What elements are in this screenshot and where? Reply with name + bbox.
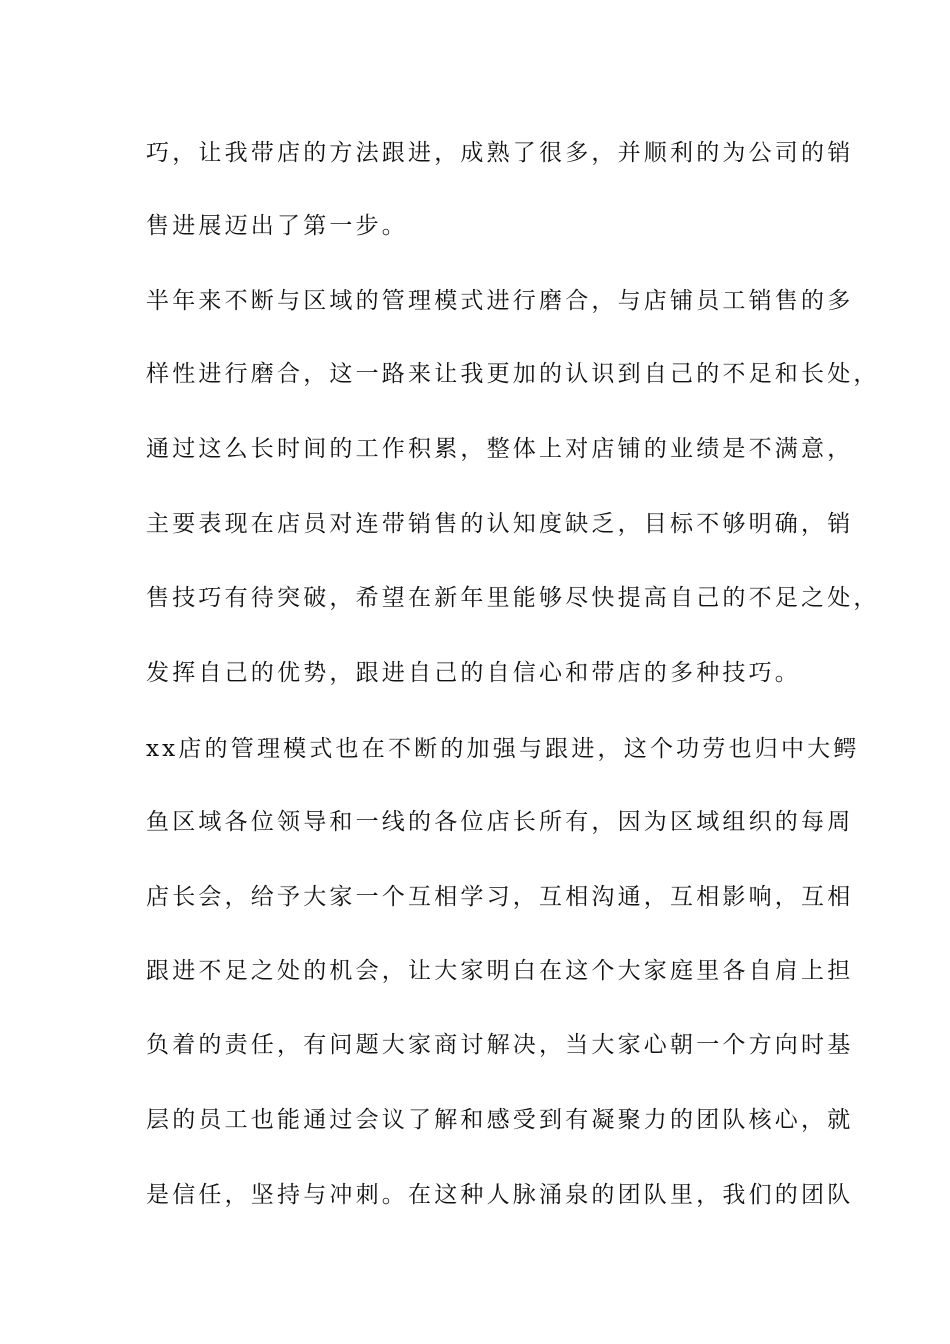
text-line: 售技巧有待突破，希望在新年里能够尽快提高自己的不足之处，	[146, 585, 880, 611]
text-line: 是信任，坚持与冲刺。在这种人脉涌泉的团队里，我们的团队	[146, 1182, 854, 1208]
text-line: 跟进不足之处的机会，让大家明白在这个大家庭里各自肩上担	[146, 958, 854, 984]
text-line: 通过这么长时间的工作积累，整体上对店铺的业绩是不满意，	[146, 436, 854, 462]
text-line: 主要表现在店员对连带销售的认知度缺乏，目标不够明确，销	[146, 511, 854, 537]
text-line: 店长会，给予大家一个互相学习，互相沟通，互相影响，互相	[146, 884, 854, 910]
text-line: 层的员工也能通过会议了解和感受到有凝聚力的团队核心，就	[146, 1107, 854, 1133]
text-line: 发挥自己的优势，跟进自己的自信心和带店的多种技巧。	[146, 660, 801, 686]
text-line: 负着的责任，有问题大家商讨解决，当大家心朝一个方向时基	[146, 1032, 854, 1058]
text-line: 售进展迈出了第一步。	[146, 213, 408, 239]
text-line: xx店的管理模式也在不断的加强与跟进，这个功劳也归中大鳄	[146, 736, 860, 762]
text-line: 半年来不断与区域的管理模式进行磨合，与店铺员工销售的多	[146, 288, 854, 314]
text-line: 巧，让我带店的方法跟进，成熟了很多，并顺利的为公司的销	[146, 140, 854, 166]
text-line: 鱼区域各位领导和一线的各位店长所有，因为区域组织的每周	[146, 809, 854, 835]
text-line: 样性进行磨合，这一路来让我更加的认识到自己的不足和长处，	[146, 361, 880, 387]
